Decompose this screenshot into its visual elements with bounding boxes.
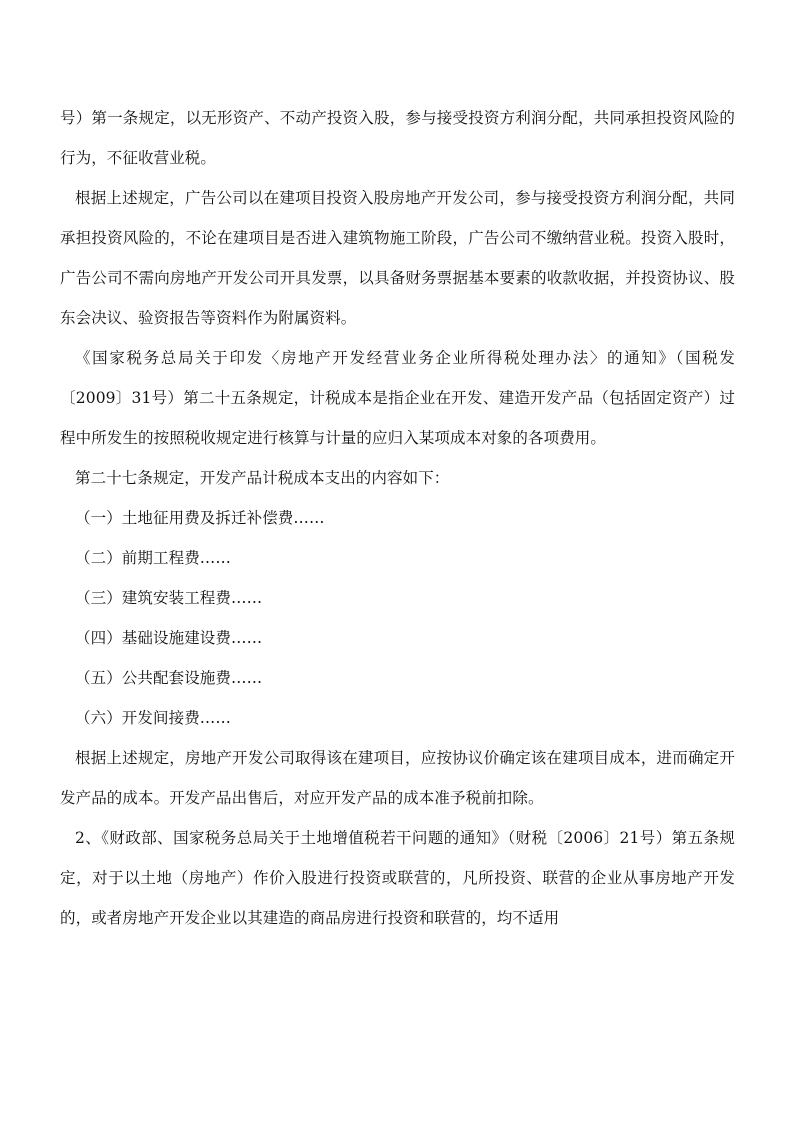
list-item: （二）前期工程费…… — [75, 549, 232, 567]
document-body — [60, 98, 735, 938]
paragraph-advertising-investment: 根据上述规定，广告公司以在建项目投资入股房地产开发公司，参与接受投资方利润分配，共同承担投资风险的，不论在建项目是否进入建筑物施工阶段，广告公司不缴纳营业税。投资入股时，广告公司不需向房地产开发公司开具发票，以具备财务票据基本要素的收款收据，并投资协议、股东会决议、验资报告等资料作为附属资料。 — [60, 189, 735, 327]
paragraph-continuation: 号）第一条规定，以无形资产、不动产投资入股，参与接受投资方利润分配，共同承担投资风险的行为，不征收营业税。 — [60, 109, 735, 167]
list-item: （六）开发间接费…… — [75, 709, 232, 727]
list-item: （三）建筑安装工程费…… — [75, 589, 263, 607]
paragraph-tax-notice: 《国家税务总局关于印发〈房地产开发经营业务企业所得税处理办法〉的通知》（国税发〔2009〕31号）第二十五条规定，计税成本是指企业在开发、建造开发产品（包括固定资产）过程中所发生的按照税收规定进行核算与计量的应归入某项成本对象的各项费用。 — [60, 349, 735, 447]
list-item: （一）土地征用费及拆迁补偿费…… — [75, 509, 325, 527]
list-item: （五）公共配套设施费…… — [75, 669, 263, 687]
paragraph-article-27: 第二十七条规定，开发产品计税成本支出的内容如下： — [75, 469, 450, 487]
list-item: （四）基础设施建设费…… — [75, 629, 263, 647]
paragraph-cost-deduction: 根据上述规定，房地产开发公司取得该在建项目，应按协议价确定该在建项目成本，进而确定开发产品的成本。开发产品出售后，对应开发产品的成本准予税前扣除。 — [60, 749, 735, 807]
paragraph-land-value-tax: 2、《财政部、国家税务总局关于土地增值税若干问题的通知》（财税〔2006〕21号）第五条规定，对于以土地（房地产）作价入股进行投资或联营的，凡所投资、联营的企业从事房地产开发的，或者房地产开发企业以其建造的商品房进行投资和联营的，均不适用 — [60, 829, 735, 927]
